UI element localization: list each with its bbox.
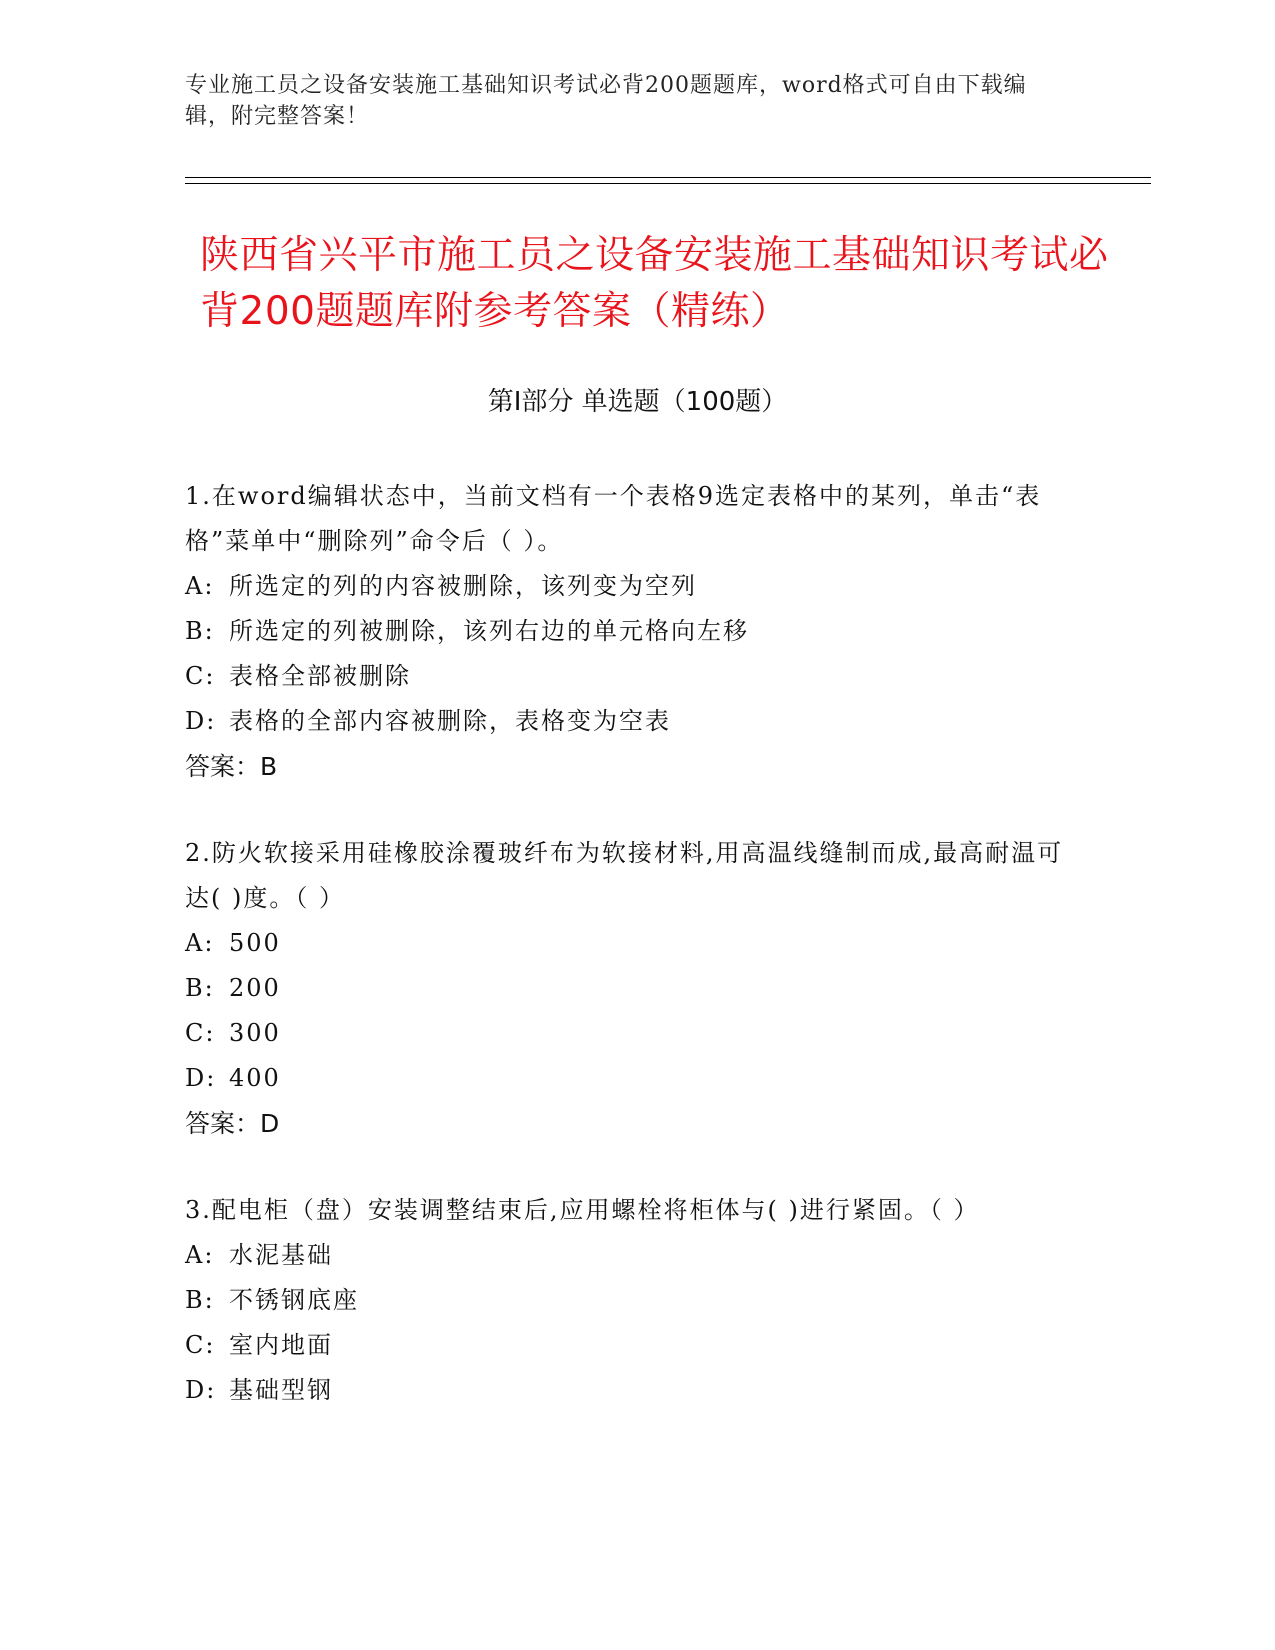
option-letter: B:	[185, 974, 215, 1002]
option-text: 水泥基础	[229, 1241, 333, 1269]
option-letter: D:	[185, 707, 217, 735]
option-b	[185, 966, 1065, 1011]
question-1	[185, 474, 1065, 789]
option-letter: C:	[185, 662, 216, 690]
option-d	[185, 1368, 1065, 1413]
option-letter: C:	[185, 1019, 216, 1047]
option-text: 表格全部被删除	[229, 662, 411, 690]
option-text: 500	[229, 929, 281, 957]
option-a	[185, 564, 1065, 609]
option-text: 不锈钢底座	[229, 1286, 359, 1314]
question-stem: 3.配电柜（盘）安装调整结束后,应用螺栓将柜体与( )进行紧固。（ ）	[185, 1196, 980, 1224]
option-b	[185, 1278, 1065, 1323]
question-stem: 2.防火软接采用硅橡胶涂覆玻纤布为软接材料,用高温线缝制而成,最高耐温可达( )度。（ ）	[185, 839, 1064, 912]
option-text: 300	[229, 1019, 281, 1047]
option-letter: C:	[185, 1331, 216, 1359]
option-b	[185, 609, 1065, 654]
option-letter: D:	[185, 1064, 217, 1092]
question-stem: 1.在word编辑状态中，当前文档有一个表格9选定表格中的某列，单击“表格”菜单中“删除列”命令后（ ）。	[185, 482, 1042, 555]
question-2	[185, 831, 1065, 1146]
question-list	[185, 474, 1065, 1455]
option-a	[185, 1233, 1065, 1278]
option-letter: A:	[185, 929, 215, 957]
option-text: 表格的全部内容被删除，表格变为空表	[229, 707, 671, 735]
option-text: 400	[229, 1064, 281, 1092]
option-c	[185, 654, 1065, 699]
question-3	[185, 1188, 1065, 1413]
option-text: 200	[229, 974, 281, 1002]
option-letter: A:	[185, 1241, 215, 1269]
option-c	[185, 1011, 1065, 1056]
option-text: 室内地面	[229, 1331, 333, 1359]
answer-line: 答案：D	[185, 1109, 280, 1138]
header-divider-bottom	[185, 183, 1151, 184]
option-d	[185, 1056, 1065, 1101]
header-note: 专业施工员之设备安装施工基础知识考试必背200题题库，word格式可自由下载编辑，附完整答案！	[185, 73, 1027, 129]
document-title: 陕西省兴平市施工员之设备安装施工基础知识考试必背200题题库附参考答案（精练）	[200, 233, 1109, 334]
option-letter: B:	[185, 1286, 215, 1314]
option-letter: B:	[185, 617, 215, 645]
option-letter: D:	[185, 1376, 217, 1404]
option-a	[185, 921, 1065, 966]
option-text: 所选定的列的内容被删除，该列变为空列	[229, 572, 697, 600]
option-d	[185, 699, 1065, 744]
option-text: 基础型钢	[229, 1376, 333, 1404]
header-divider-top	[185, 177, 1151, 178]
section-heading: 第Ⅰ部分 单选题（100题）	[487, 387, 788, 417]
option-c	[185, 1323, 1065, 1368]
option-letter: A:	[185, 572, 215, 600]
option-text: 所选定的列被删除，该列右边的单元格向左移	[229, 617, 749, 645]
answer-line: 答案：B	[185, 752, 278, 781]
